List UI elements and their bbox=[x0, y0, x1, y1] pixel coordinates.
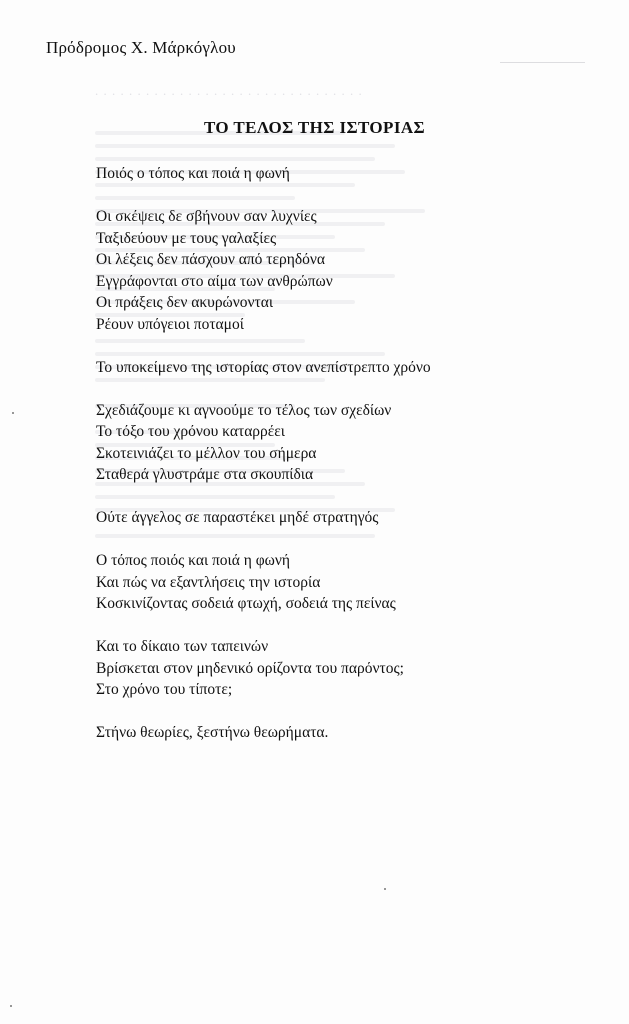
poem-line: Στο χρόνο του τίποτε; bbox=[96, 681, 233, 698]
header-rule bbox=[500, 62, 585, 63]
scan-speck bbox=[12, 412, 14, 414]
stanza bbox=[96, 206, 596, 335]
scan-speck bbox=[384, 888, 386, 890]
poem-line: Σκοτεινιάζει το μέλλον του σήμερα bbox=[96, 444, 317, 462]
stanza bbox=[96, 636, 596, 701]
stanza bbox=[96, 400, 596, 486]
author-name: Πρόδρομος Χ. Μάρκόγλου bbox=[46, 38, 236, 57]
poem-line: Ο τόπος ποιός και ποιά η φωνή bbox=[96, 552, 290, 569]
poem-line: Και πώς να εξαντλήσεις την ιστορία bbox=[96, 573, 321, 591]
poem-line: Οι σκέψεις δε σβήνουν σαν λυχνίες bbox=[96, 208, 317, 225]
poem-line: Κοσκινίζοντας σοδειά φτωχή, σοδειά της πείνας bbox=[96, 595, 396, 612]
poem-line: Οι πράξεις δεν ακυρώνονται bbox=[96, 294, 274, 311]
stanza bbox=[96, 163, 596, 185]
poem-body bbox=[96, 163, 596, 765]
poem-line: Ούτε άγγελος σε παραστέκει μηδέ στρατηγός bbox=[96, 509, 379, 526]
poem-line: Και το δίκαιο των ταπεινών bbox=[96, 638, 269, 655]
poem-line: Ταξιδεύουν με τους γαλαξίες bbox=[96, 229, 277, 247]
stanza bbox=[96, 722, 596, 744]
poem-line: Το υποκείμενο της ιστορίας στον ανεπίστρεπτο χρόνο bbox=[96, 358, 431, 376]
poem-line: Βρίσκεται στον μηδενικό ορίζοντα του παρόντος; bbox=[96, 659, 404, 677]
scan-speck bbox=[10, 1005, 12, 1007]
poem-line: Στήνω θεωρίες, ξεστήνω θεωρήματα. bbox=[96, 724, 329, 741]
poem-line: Εγγράφονται στο αίμα των ανθρώπων bbox=[96, 272, 333, 290]
poem-line: Σταθερά γλυστράμε στα σκουπίδια bbox=[96, 466, 314, 483]
poem-line: Ρέουν υπόγειοι ποταμοί bbox=[96, 315, 244, 333]
stanza bbox=[96, 507, 596, 529]
poem-line: Ποιός ο τόπος και ποιά η φωνή bbox=[96, 165, 290, 182]
poem-line: Το τόξο του χρόνου καταρρέει bbox=[96, 423, 285, 440]
poem-line: Σχεδιάζουμε κι αγνοούμε το τέλος των σχεδίων bbox=[96, 401, 392, 419]
poem-title: ΤΟ ΤΕΛΟΣ ΤΗΣ ΙΣΤΟΡΙΑΣ bbox=[203, 118, 426, 137]
stanza bbox=[96, 550, 596, 615]
poem-line: Οι λέξεις δεν πάσχουν από τερηδόνα bbox=[96, 251, 326, 268]
stanza bbox=[96, 357, 596, 379]
bleed-through-reverse-text: . . . . . . . . . . . . . . . . . . . . . . . . . . . . . . . . bbox=[95, 80, 615, 547]
